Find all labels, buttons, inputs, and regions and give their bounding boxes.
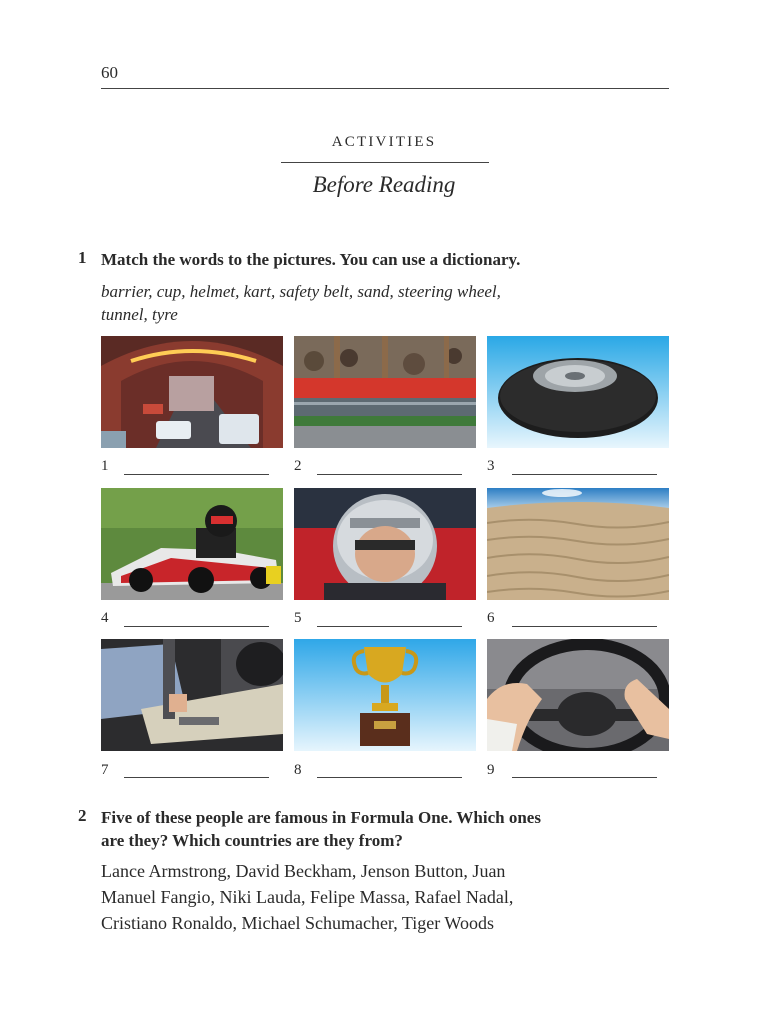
names-line: Lance Armstrong, David Beckham, Jenson Button, Juan — [101, 861, 506, 881]
names-line: Manuel Fangio, Niki Lauda, Felipe Massa, Rafael Nadal, — [101, 887, 514, 907]
kart-photo — [101, 488, 283, 600]
question-1-text: Match the words to the pictures. You can use a dictionary. — [101, 250, 521, 269]
steering-wheel-photo — [487, 639, 669, 751]
header-rule — [101, 88, 669, 89]
question-2-text — [101, 806, 676, 852]
names-list — [101, 858, 676, 936]
picture-number: 9 — [487, 762, 495, 778]
picture-number: 2 — [294, 458, 302, 474]
names-line: Cristiano Ronaldo, Michael Schumacher, Tiger Woods — [101, 913, 494, 933]
picture-number: 1 — [101, 458, 109, 474]
section-heading: ACTIVITIES — [331, 134, 437, 150]
answer-line[interactable] — [124, 474, 269, 475]
question-1-number: 1 — [78, 248, 87, 267]
word-list — [101, 280, 661, 326]
answer-line[interactable] — [317, 626, 462, 627]
picture-number: 6 — [487, 610, 495, 626]
question-2-line: Five of these people are famous in Formula One. Which ones — [101, 808, 541, 827]
tyre-photo — [487, 336, 669, 448]
answer-line[interactable] — [124, 777, 269, 778]
answer-line[interactable] — [317, 777, 462, 778]
page-subtitle: Before Reading — [312, 172, 456, 197]
answer-line[interactable] — [317, 474, 462, 475]
question-2-line: are they? Which countries are they from? — [101, 831, 403, 850]
picture-number: 4 — [101, 610, 109, 626]
tunnel-photo — [101, 336, 283, 448]
question-2-number: 2 — [78, 806, 87, 825]
page-number: 60 — [101, 63, 118, 82]
word-list-line: tunnel, tyre — [101, 305, 178, 324]
helmet-photo — [294, 488, 476, 600]
answer-line[interactable] — [512, 474, 657, 475]
picture-number: 5 — [294, 610, 302, 626]
safety-belt-photo — [101, 639, 283, 751]
answer-line[interactable] — [512, 777, 657, 778]
picture-number: 3 — [487, 458, 495, 474]
picture-number: 7 — [101, 762, 109, 778]
answer-line[interactable] — [124, 626, 269, 627]
sand-photo — [487, 488, 669, 600]
picture-number: 8 — [294, 762, 302, 778]
section-divider — [281, 162, 489, 163]
barrier-photo — [294, 336, 476, 448]
cup-photo — [294, 639, 476, 751]
word-list-line: barrier, cup, helmet, kart, safety belt, sand, steering wheel, — [101, 282, 501, 301]
answer-line[interactable] — [512, 626, 657, 627]
